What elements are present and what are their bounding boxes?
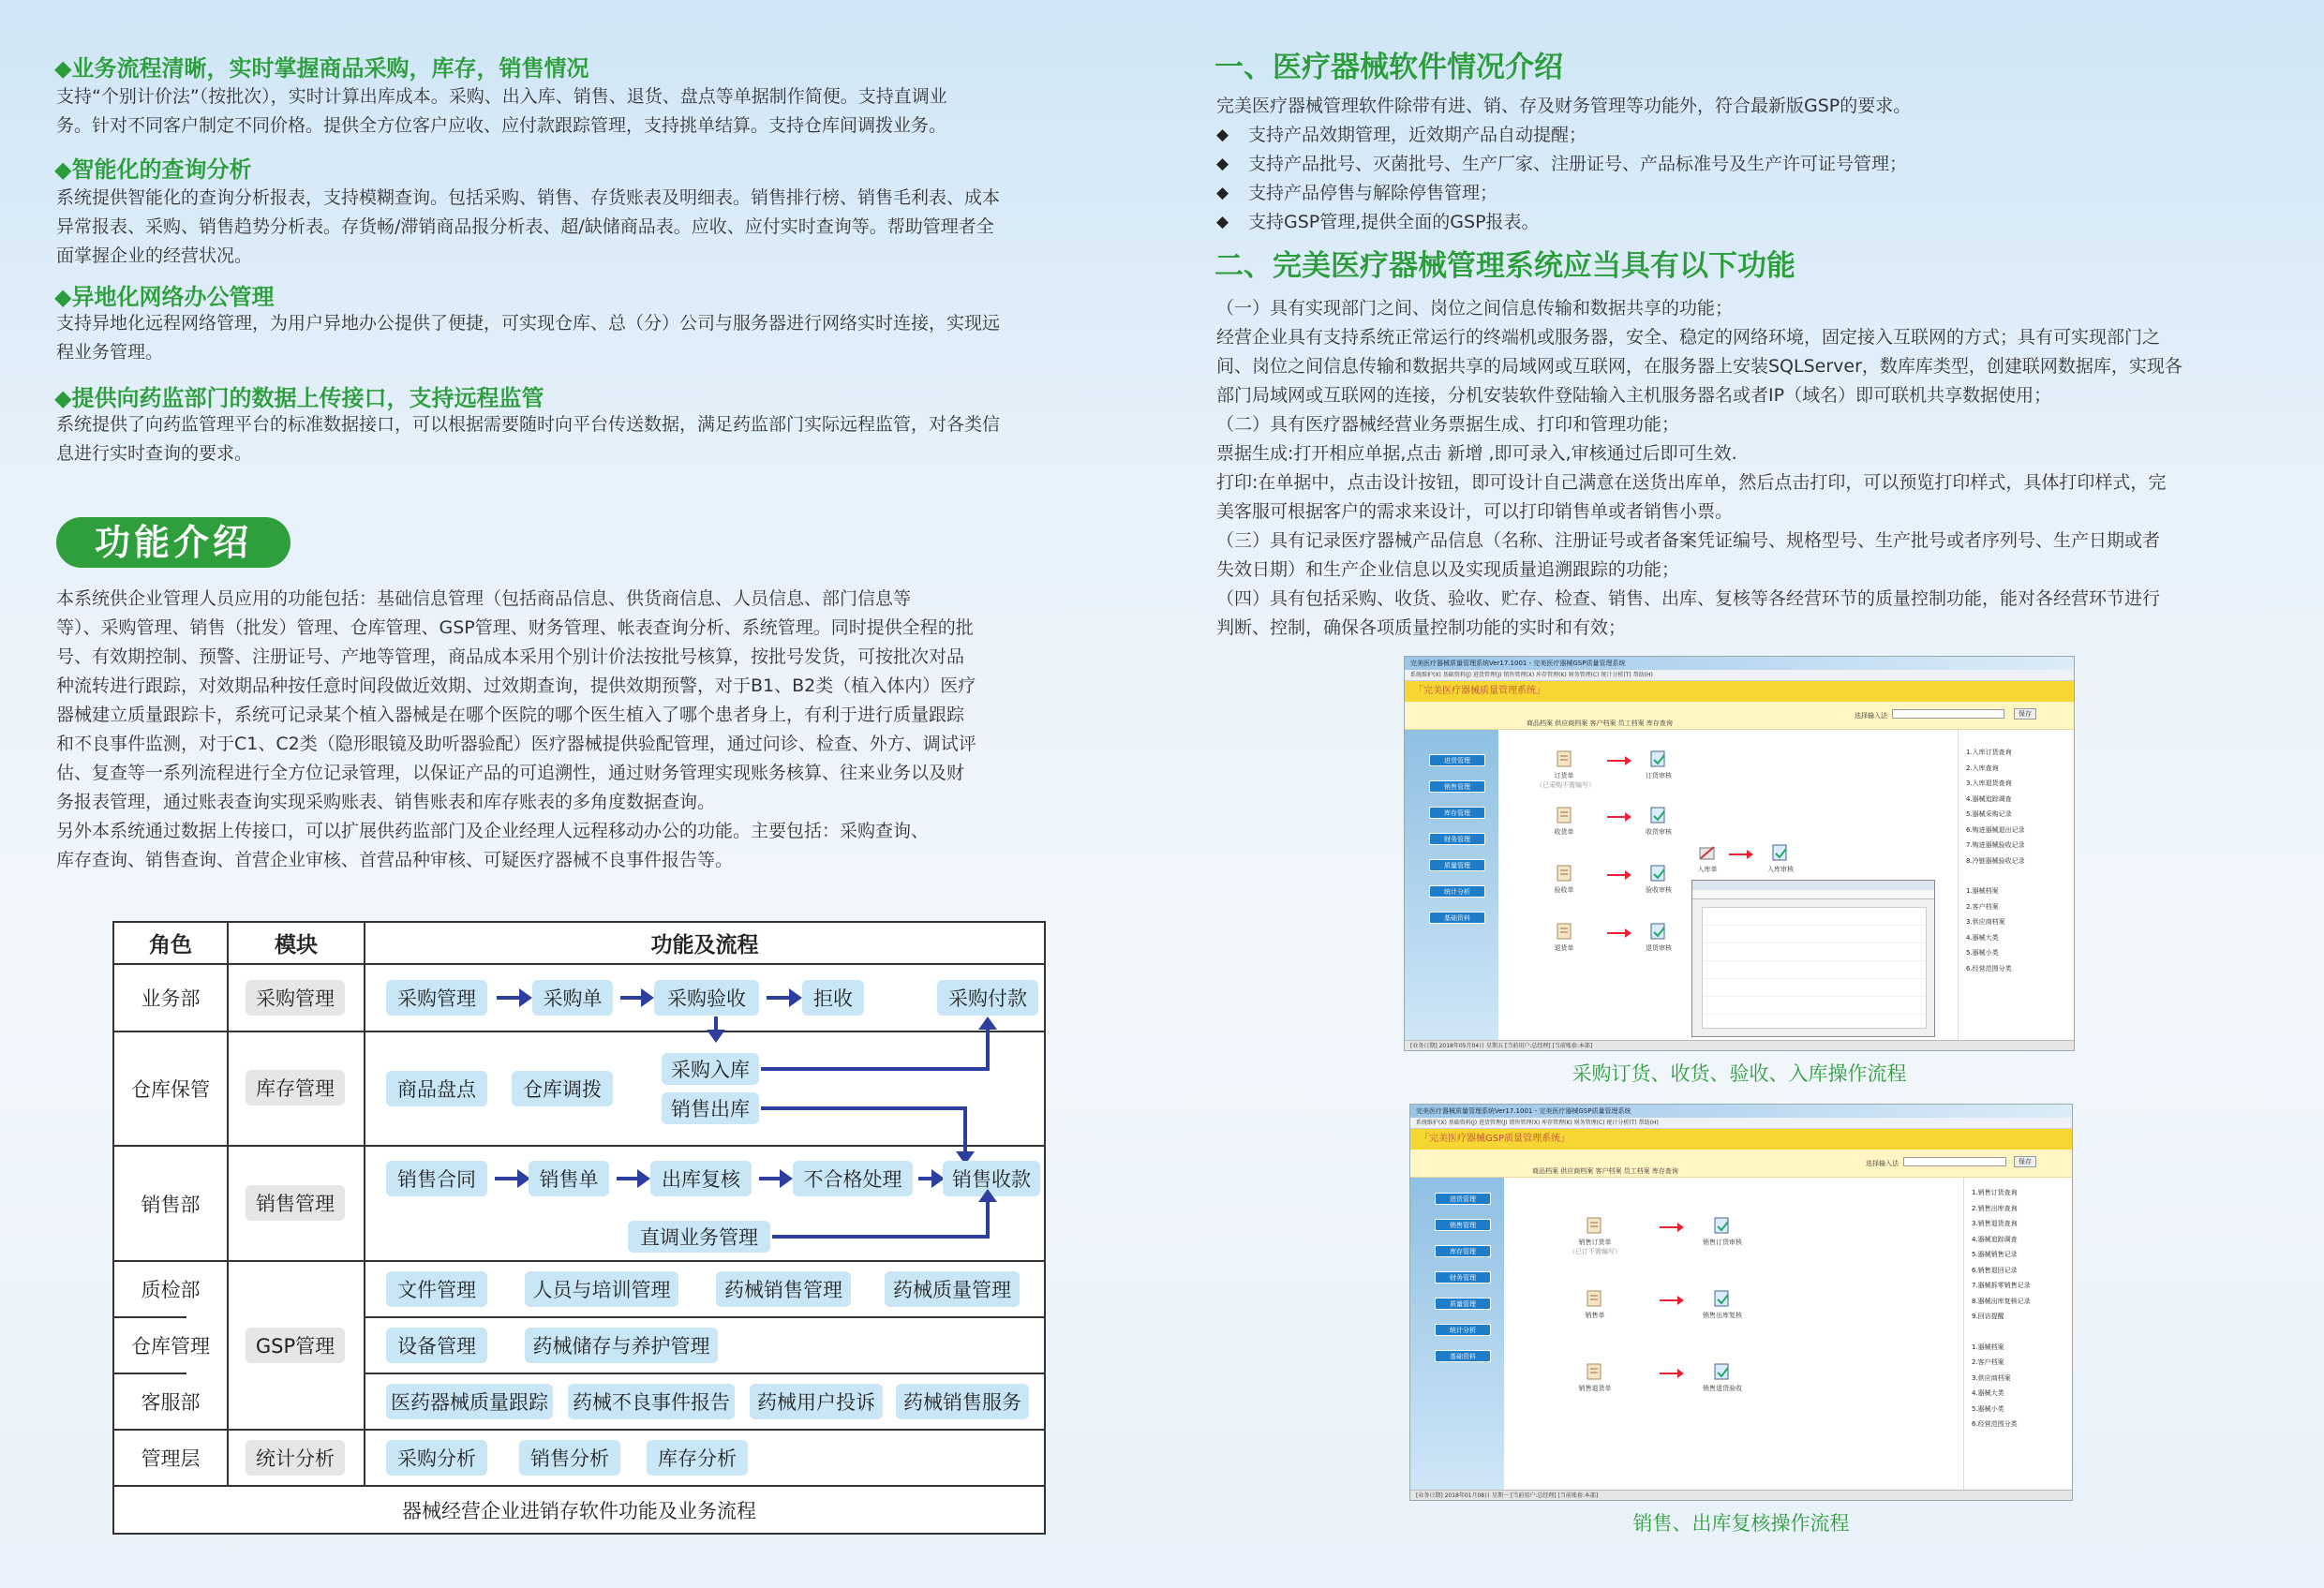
flow-step: 药械储存与养护管理 xyxy=(525,1328,718,1363)
approve-icon[interactable] xyxy=(1712,1215,1733,1236)
flow-step: 药械销售管理 xyxy=(716,1271,851,1307)
table-caption: 器械经营企业进销存软件功能及业务流程 xyxy=(402,1499,756,1522)
flow-step: 销售单 xyxy=(529,1161,609,1196)
flow-arrow xyxy=(986,1200,990,1239)
role-cell: 客服部 xyxy=(141,1391,201,1414)
query-list: 1.入库订货查询 2.入库查询 3.入库退货查询 4.器械追踪调查 5.器械采购记录 6.购进器械退出记录 7.购进器械验收记录 8.冷链器械验收记录 1.器械档案 2.客户档案 3.供应商档案 4.器械大类 5.器械小类 6.经营范围分类 xyxy=(1966,749,2025,972)
diamond-bullet-icon: ◆ xyxy=(1216,126,1229,144)
sidebar-button[interactable]: 基础资料 xyxy=(1435,1350,1491,1362)
module-tag: 采购管理 xyxy=(246,980,345,1016)
sidebar-button[interactable]: 库存管理 xyxy=(1429,807,1485,819)
approve-icon[interactable] xyxy=(1648,921,1669,942)
flow-step: 库存分析 xyxy=(647,1440,748,1476)
flow-step: 销售合同 xyxy=(386,1161,487,1196)
flow-step: 销售分析 xyxy=(519,1440,620,1476)
feature-text-3: 支持异地化远程网络管理，为用户异地办公提供了便捷，可实现仓库、总（分）公司与服务器进行网络实时连接，实现远 程业务管理。 xyxy=(56,313,1001,363)
feature-text-4: 系统提供了向药监管理平台的标准数据接口，可以根据需要随时向平台传送数据，满足药监部门实际远程监管，对各类信 息进行实时查询的要求。 xyxy=(56,414,1001,464)
screenshot-sales-flow xyxy=(1409,1104,2073,1501)
role-cell: 业务部 xyxy=(141,987,201,1010)
sidebar-button[interactable]: 销售管理 xyxy=(1429,780,1485,793)
approve-icon[interactable] xyxy=(1648,749,1669,769)
module-tag: 统计分析 xyxy=(246,1440,345,1476)
header-role: 角色 xyxy=(149,933,192,957)
sidebar-button[interactable]: 库存管理 xyxy=(1435,1245,1491,1257)
app-banner: 「完美医疗器械质量管理系统」 xyxy=(1405,681,2074,702)
diamond-bullet-icon: ◆ xyxy=(1216,155,1229,173)
section-1-text: 完美医疗器械管理软件除带有进、销、存及财务管理等功能外，符合最新版GSP的要求。 ◆ 支持产品效期管理，近效期产品自动提醒； ◆ 支持产品批号、灭菌批号、生产厂家、注册证号、产品标准号及生产许可证号管理； ◆ 支持产品停售与解除停售管理； ◆ 支持GSP管理,提供全面的GSP报表。 xyxy=(1216,92,2275,237)
flow-arrow xyxy=(714,1017,718,1031)
flow-step: 采购付款 xyxy=(937,980,1038,1016)
shortcut-bar: 商品档案 供应商档案 客户档案 员工档案 库存查询 xyxy=(1405,702,2074,730)
shortcut-bar: 商品档案 供应商档案 客户档案 员工档案 库存查询 xyxy=(1410,1150,2072,1178)
flow-arrow xyxy=(620,996,643,1000)
feature-title-4: ◆提供向药监部门的数据上传接口，支持远程监管 xyxy=(54,385,544,411)
approve-icon[interactable] xyxy=(1648,805,1669,825)
flow-step: 采购分析 xyxy=(386,1440,487,1476)
flow-step: 设备管理 xyxy=(386,1328,487,1363)
flow-arrow xyxy=(495,1177,519,1180)
flow-arrow xyxy=(759,1177,782,1180)
flow-step: 销售收款 xyxy=(943,1161,1040,1196)
section-title-1: 一、医疗器械软件情况介绍 xyxy=(1214,51,1563,84)
query-list: 1.销售订货查询 2.销售出库查询 3.销售退货查询 4.器械追踪调查 5.器械销售记录 6.销售退回记录 7.器械拆零销售记录 8.器械出库复核记录 9.回访提醒 1.器械档案 2.客户档案 3.供应商档案 4.器械大类 5.器械小类 6.经营范围分类 xyxy=(1972,1189,2031,1428)
feature-title-3: ◆异地化网络办公管理 xyxy=(54,284,275,310)
status-bar: [业务日期] 2018年05月04日 星期五 [当前用户:总经理] [当前账套:本部] xyxy=(1405,1040,2074,1050)
sidebar xyxy=(1410,1178,1504,1491)
query-list-panel xyxy=(1963,1178,2073,1491)
window-title: 完美医疗器械质量管理系统Ver17.1001 - 完美医疗器械GSP质量管理系统 xyxy=(1405,657,2074,670)
flow-step: 仓库调拨 xyxy=(512,1071,613,1106)
flow-arrow xyxy=(918,1177,933,1180)
approve-icon[interactable] xyxy=(1712,1288,1733,1309)
feature-text-1: 支持“个别计价法”（按批次），实时计算出库成本。采购、出入库、销售、退货、盘点等单据制作简便。支持直调业 务。针对不同客户制定不同价格。提供全方位客户应收、应付款跟踪管理，支持挑单结算。支持仓库间调拨业务。 xyxy=(56,86,947,136)
flow-step: 药械销售服务 xyxy=(896,1384,1029,1419)
flow-canvas: 订货单 （已采购不需编写） 订货审核 收货单 收货审核 验收单 验收审核 退货单 退货审核 入库单 入库审核 xyxy=(1498,730,1958,1041)
flow-arrow xyxy=(963,1106,967,1153)
flow-connector xyxy=(761,1106,967,1110)
diamond-bullet-icon: ◆ xyxy=(1216,184,1229,202)
screenshot-purchase-flow xyxy=(1404,656,2075,1051)
header-module: 模块 xyxy=(275,933,318,957)
flow-step: 采购入库 xyxy=(662,1053,759,1085)
sidebar-button[interactable]: 统计分析 xyxy=(1429,885,1485,898)
document-icon[interactable] xyxy=(1585,1361,1605,1382)
flow-step: 医药器械质量跟踪 xyxy=(386,1384,553,1419)
flow-step: 商品盘点 xyxy=(386,1071,487,1106)
flow-connector xyxy=(772,1235,990,1239)
app-banner: 「完美医疗器械GSP质量管理系统」 xyxy=(1410,1129,2072,1150)
diamond-bullet-icon: ◆ xyxy=(1216,213,1229,231)
save-button[interactable]: 保存 xyxy=(2014,708,2036,720)
flow-step: 采购管理 xyxy=(386,980,487,1016)
input-method-label: 选择输入法 xyxy=(1855,712,1887,720)
sidebar-button[interactable]: 财务管理 xyxy=(1435,1271,1491,1284)
feature-text-2: 系统提供智能化的查询分析报表，支持模糊查询。包括采购、销售、存货账表及明细表。销售排行榜、销售毛利表、成本 异常报表、采购、销售趋势分析表。存货畅/滞销商品报分析表、超/缺储商品表。应收、应付实时查询等。帮助管理者全 面掌握企业的经营状况。 xyxy=(56,187,1001,266)
flow-table xyxy=(112,921,1046,1535)
flow-connector xyxy=(761,1067,990,1071)
menu-bar: 系统维护(X) 基础资料(J) 进货管理(J) 销售管理(X) 库存管理(K) 财务管理(C) 统计分析(T) 帮助(H) xyxy=(1405,670,2074,681)
input-method-select[interactable] xyxy=(1892,709,2004,719)
module-tag: 库存管理 xyxy=(246,1070,345,1106)
module-tag: GSP管理 xyxy=(246,1328,345,1363)
flow-arrow xyxy=(497,996,521,1000)
feature-title-2: ◆智能化的查询分析 xyxy=(54,156,252,183)
screenshot-caption-2: 销售、出库复核操作流程 xyxy=(1632,1512,1850,1535)
sidebar xyxy=(1405,730,1498,1041)
flow-step: 药械用户投诉 xyxy=(750,1384,883,1419)
role-cell: 销售部 xyxy=(141,1193,201,1216)
flow-step: 出库复核 xyxy=(650,1161,752,1196)
sidebar-button[interactable]: 质量管理 xyxy=(1435,1298,1491,1310)
sidebar-button[interactable]: 质量管理 xyxy=(1429,859,1485,871)
sidebar-button[interactable]: 进货管理 xyxy=(1435,1193,1491,1205)
menu-bar: 系统维护(X) 基础资料(J) 进货管理(J) 销售管理(X) 库存管理(K) 财务管理(C) 统计分析(T) 帮助(H) xyxy=(1410,1118,2072,1129)
query-list-panel xyxy=(1958,730,2075,1041)
flow-step: 人员与培训管理 xyxy=(525,1271,678,1307)
flow-arrow xyxy=(617,1177,639,1180)
flow-step: 直调业务管理 xyxy=(628,1221,770,1253)
sidebar-button[interactable]: 进货管理 xyxy=(1429,754,1485,766)
flow-step: 文件管理 xyxy=(386,1271,487,1307)
right-page xyxy=(1162,0,2324,1588)
input-method-label: 选择输入法 xyxy=(1866,1160,1899,1167)
flow-step: 销售出库 xyxy=(662,1092,759,1124)
approve-icon[interactable] xyxy=(1712,1361,1733,1382)
intro-text: 本系统供企业管理人员应用的功能包括：基础信息管理（包括商品信息、供货商信息、人员信息、部门信息等 等）、采购管理、销售（批发）管理、仓库管理、GSP管理、财务管理、帐表查询分析、系统管理。同时提供全程的批 号、有效期控制、预警、注册证号、产地等管理，商品成本采用个别计价法按批号核算，按批号发货，可按批次对品 种流转进行跟踪，对效期品种按任意时间段做近效期、过效期查询，提供效期预警，对于B1、B2类（植入体内）医疗 器械建立质量跟踪卡，系统可记录某个植入器械是在哪个医院的哪个医生植入了哪个患者身上，有利于进行质量跟踪 和不良事件监测，对于C1、C2类（隐形眼镜及助听器验配）医疗器械提供验配管理，通过问诊、检查、外方、调试评 估、复查等一系列流程进行全方位记录管理，以保证产品的可追溯性，通过财务管理实现账务核算、往来业务以及财 务报表管理，通过账表查询实现采购账表、销售账表和库存账表的多角度数据查询。 另外本系统通过数据上传接口，可以扩展供药监部门及企业经理人远程移动办公的功能。主要包括：采购查询、 库存查询、销售查询、首营企业审核、首营品种审核、可疑医疗器械不良事件报告等。 xyxy=(56,588,976,870)
flow-step: 不合格处理 xyxy=(793,1161,913,1196)
approve-icon[interactable] xyxy=(1770,842,1791,863)
role-cell: 仓库保管 xyxy=(131,1078,210,1101)
flow-step: 药械不良事件报告 xyxy=(568,1384,735,1419)
document-icon[interactable] xyxy=(1555,921,1575,942)
document-icon[interactable] xyxy=(1555,749,1575,769)
sidebar-button[interactable]: 基础资料 xyxy=(1429,912,1485,924)
module-tag: 销售管理 xyxy=(246,1185,345,1221)
sidebar-button[interactable]: 财务管理 xyxy=(1429,833,1485,845)
role-cell: 管理层 xyxy=(141,1447,201,1470)
sidebar-button[interactable]: 销售管理 xyxy=(1435,1219,1491,1231)
section-title-2: 二、完美医疗器械管理系统应当具有以下功能 xyxy=(1214,249,1795,283)
status-bar: [业务日期] 2018年01月08日 星期一 [当前用户:总经理] [当前账套:本部] xyxy=(1410,1490,2072,1500)
document-icon[interactable] xyxy=(1585,1215,1605,1236)
role-cell: 仓库管理 xyxy=(131,1335,210,1358)
flow-step: 采购验收 xyxy=(654,980,759,1016)
sidebar-button[interactable]: 统计分析 xyxy=(1435,1324,1491,1336)
document-icon[interactable] xyxy=(1555,805,1575,825)
window-title: 完美医疗器械质量管理系统Ver17.1001 - 完美医疗器械GSP质量管理系统 xyxy=(1410,1105,2072,1118)
header-function: 功能及流程 xyxy=(650,933,759,957)
warehouse-icon[interactable] xyxy=(1697,842,1718,863)
role-cell: 质检部 xyxy=(141,1279,201,1301)
flow-arrow xyxy=(767,996,791,1000)
flow-step: 采购单 xyxy=(532,980,613,1016)
document-icon[interactable] xyxy=(1585,1288,1605,1309)
flow-step: 拒收 xyxy=(802,980,864,1016)
save-button[interactable]: 保存 xyxy=(2014,1156,2036,1167)
section-2-text: （一）具有实现部门之间、岗位之间信息传输和数据共享的功能； 经营企业具有支持系统正常运行的终端机或服务器，安全、稳定的网络环境，固定接入互联网的方式；具有可实现部门之 间、岗位之间信息传输和数据共享的局域网或互联网，在服务器上安装SQLServer，数库库类型，创建联网数据库，实现各 部门局域网或互联网的连接，分机安装软件登陆输入主机服务器名或者IP（域名）即可联机共享数据使用； （二）具有医疗器械经营业务票据生成、打印和管理功能； 票据生成:打开相应单据,点击 新增 ,即可录入,审核通过后即可生效. 打印:在单据中，点击设计按钮，即可设计自己满意在送货出库单，然后点击打印，可以预览打印样式，具体打印样式，完 美客服可根据客户的需求来设计，可以打印销售单或者销售小票。 （三）具有记录医疗器械产品信息（名称、注册证号或者备案凭证编号、规格型号、生产批号或者序列号、生产日期或者 失效日期）和生产企业信息以及实现质量追溯跟踪的功能； （四）具有包括采购、收货、验收、贮存、检查、销售、出库、复核等各经营环节的质量控制功能，能对各经营环节进行 判断、控制，确保各项质量控制功能的实时和有效； xyxy=(1216,298,2182,638)
section-pill-title: 功能介绍 xyxy=(56,517,290,568)
screenshot-caption-1: 采购订货、收货、验收、入库操作流程 xyxy=(1572,1062,1907,1085)
flow-arrow xyxy=(986,1028,990,1071)
flow-canvas: 销售订货单 （已订不需编写） 销售订货审核 销售单 销售出库复核 销售退货单 销售退货验收 xyxy=(1504,1178,1963,1491)
document-icon[interactable] xyxy=(1555,863,1575,883)
input-method-select[interactable] xyxy=(1903,1157,2006,1166)
alert-settings-dialog xyxy=(1691,880,1935,1037)
feature-title-1: ◆业务流程清晰，实时掌握商品采购，库存，销售情况 xyxy=(54,55,589,82)
approve-icon[interactable] xyxy=(1648,863,1669,883)
flow-step: 药械质量管理 xyxy=(885,1271,1020,1307)
